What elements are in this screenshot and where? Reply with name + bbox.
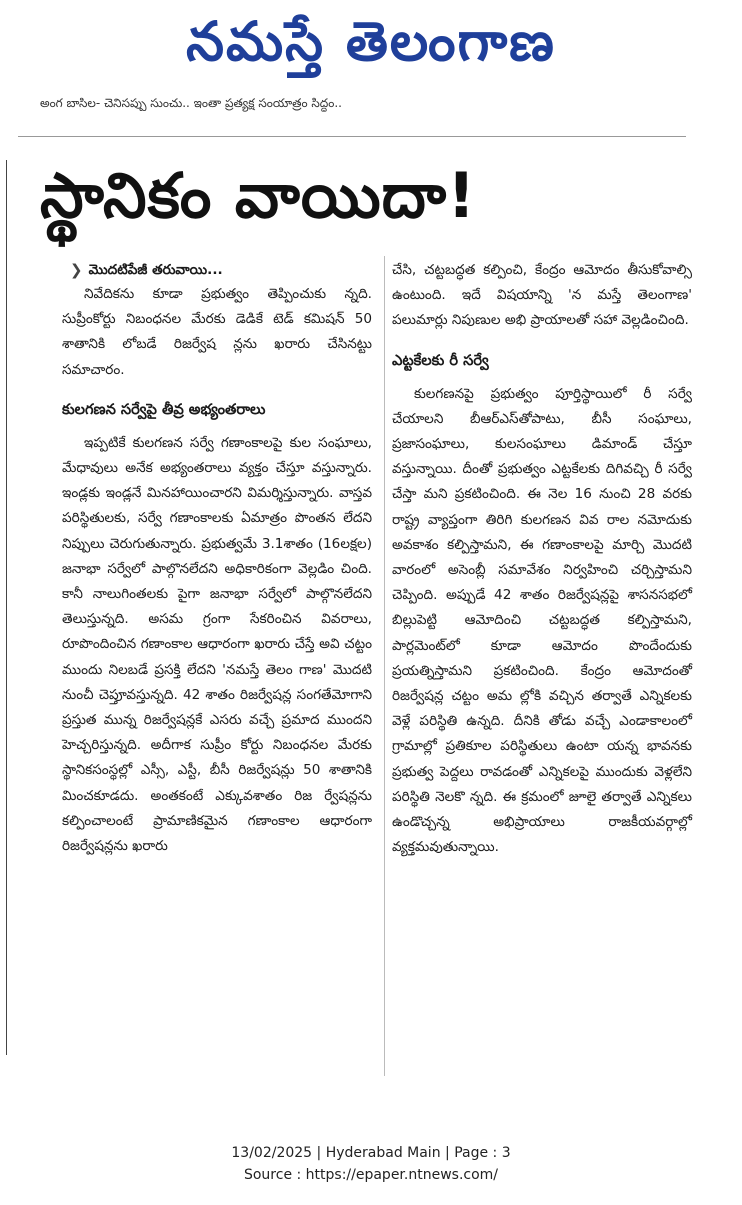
- masthead-logo: నమస్తే తెలంగాణ: [186, 10, 556, 73]
- article-left-column: [62, 258, 372, 859]
- footer-date-edition: 13/02/2025 | Hyderabad Main | Page : 3: [231, 1145, 511, 1161]
- article-right-column: [392, 258, 692, 860]
- column-divider: [384, 256, 385, 1076]
- article-headline: స్థానికం వాయిదా!: [40, 159, 477, 232]
- jump-label: మొదటిపేజీ తరువాయి...: [88, 262, 223, 278]
- right-intro-paragraph: చేసి, చట్టబద్ధత కల్పించి, కేంద్రం ఆమోదం తీసుకోవాల్సి ఉంటుంది. ఇదే విషయాన్ని 'న మస్తే తెలంగాణ' పలుమార్లు నిపుణుల అభి ప్రాయాలతో సహా వెల్లడించింది.: [392, 262, 692, 329]
- left-intro-paragraph: నివేదికను కూడా ప్రభుత్వం తెప్పించుకు న్నది. సుప్రీంకోర్టు నిబంధనల మేరకు డెడికే టెడ్ కమిషన్ 50 శాతానికి లోబడే రిజర్వేష న్లను ఖరారు చేసినట్టు సమాచారం.: [62, 286, 372, 378]
- right-body-paragraph: కులగణనపై ప్రభుత్వం పూర్తిస్థాయిలో రీ సర్వే చేయాలని బీఆర్ఎస్‌తోపాటు, బీసీ సంఘాలు, ప్రజాసంఘాలు, కులసంఘాలు డిమాండ్ చేస్తూ వస్తున్నాయి. దీంతో ప్రభుత్వం ఎట్టకేలకు దిగివచ్చి రీ సర్వే చేస్తా మని ప్రకటించింది. ఈ నెల 16 నుంచి 28 వరకు రాష్ట్ర వ్యాప్తంగా తిరిగి కులగణన వివ రాల నమోదుకు అవకాశం కల్పిస్తామని, ఈ గణాంకాలపై మార్చి మొదటి వారంలో అసెంబ్లీ సమావేశం నిర్వహించి చర్చిస్తామని చెప్పింది. అప్పుడే 42 శాతం రిజర్వేషన్లపై శాసనసభలో బిల్లుపెట్టి ఆమోదించి చట్టబద్ధత కల్పిస్తామని, పార్లమెంట్‌లో కూడా ఆమోదం పొందేందుకు ప్రయత్నిస్తామని ప్రకటించింది. కేంద్రం ఆమోదంతో రిజర్వేషన్ల చట్టం అమ ల్లోకి వచ్చిన తర్వాతే ఎన్నికలకు వెళ్లే పరిస్థితి ఉన్నది. దీనికి తోడు వచ్చే ఎండాకాలంలో గ్రామాల్లో ప్రతికూల పరిస్థితులు ఉంటా యన్న భావనకు ప్రభుత్వ పెద్దలు రావడంతో ఎన్నికలపై ముందుకు వెళ్లలేని పరిస్థితి నెలకొ న్నది. ఈ క్రమంలో జూలై తర్వాతే ఎన్నికలు ఉండొచ్చన్న అభిప్రాయాలు రాజకీయవర్గాల్లో వ్యక్తమవుతున్నాయి.: [392, 385, 692, 856]
- left-body-paragraph: ఇప్పటికే కులగణన సర్వే గణాంకాలపై కుల సంఘాలు, మేధావులు అనేక అభ్యంతరాలు వ్యక్తం చేస్తూ వస్తున్నారు. ఇండ్లకు ఇండ్లనే మినహాయించారని విమర్శిస్తున్నారు. వాస్తవ పరిస్థితులకు, సర్వే గణాంకాలకు ఏమాత్రం పొంతన లేదని నిప్పులు చెరుగుతున్నారు. ప్రభుత్వమే 3.1శాతం (16లక్షల) జనాభా సర్వేలో పాల్గొనలేదని అధికారికంగా వెల్లడిం చింది. కానీ నాలుగింతలకు పైగా జనాభా సర్వేలో పాల్గొనలేదని తెలుస్తున్నది. అసమ గ్రంగా సేకరించిన వివరాలు, రూపొందించిన గణాంకాల ఆధారంగా ఖరారు చేస్తే అవి చట్టం ముందు నిలబడే ప్రసక్తి లేదని 'నమస్తే తెలం గాణ' మొదటి నుంచీ చెప్తూవస్తున్నది. 42 శాతం రిజర్వేషన్ల సంగతేమోగాని ప్రస్తుత మున్న రిజర్వేషన్లకే ఎసరు వచ్చే ప్రమాద ముందని హెచ్చరిస్తున్నది. అదీగాక సుప్రీం కోర్టు నిబంధనల మేరకు స్థానికసంస్థల్లో ఎస్సీ, ఎస్టీ, బీసీ రిజర్వేషన్లు 50 శాతానికి మించకూడదు. అంతకంటే ఎక్కువశాతం రిజ ర్వేషన్లను కల్పించాలంటే ప్రామాణికమైన గణాంకాల ఆధారంగా రిజర్వేషన్లను ఖరారు: [62, 434, 372, 855]
- page-footer: [0, 1142, 742, 1186]
- footer-source: Source : https://epaper.ntnews.com/: [243, 1167, 499, 1183]
- left-subheading: కులగణన సర్వేపై తీవ్ర అభ్యంతరాలు: [62, 400, 266, 418]
- header-rule: [18, 136, 686, 137]
- page-edge-line: [0, 160, 7, 1055]
- jump-line: [70, 258, 372, 282]
- right-subheading: ఎట్టకేలకు రీ సర్వే: [392, 351, 489, 369]
- previous-article-strip: అంగ బాసిల- చెనిసప్పు సుంచు.. ఇంతా ప్రత్యక్ష సంయాత్రం సిద్ధం..: [40, 96, 342, 110]
- chevron-right-icon: ❯: [70, 261, 83, 279]
